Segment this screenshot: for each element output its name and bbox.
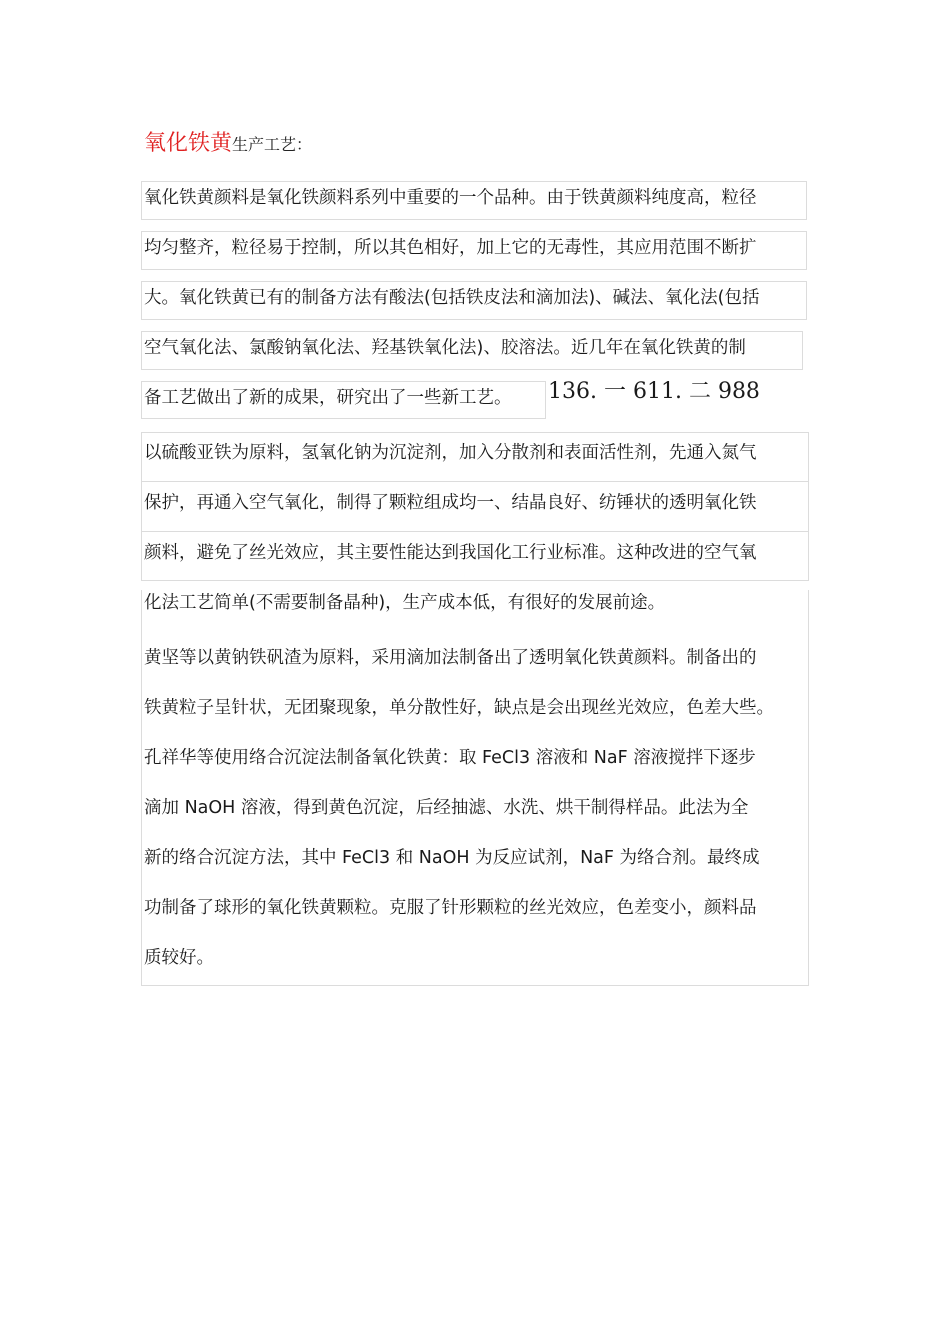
text-frame bbox=[141, 481, 809, 482]
paragraph-1-line: 空气氧化法、氯酸钠氧化法、羟基铁氧化法)、胶溶法。近几年在氧化铁黄的制 bbox=[144, 338, 746, 358]
paragraph-2-line: 保护，再通入空气氧化，制得了颗粒组成均一、结晶良好、纺锤状的透明氧化铁 bbox=[144, 493, 757, 513]
paragraph-1-line: 均匀整齐，粒径易于控制，所以其色相好，加上它的无毒性，其应用范围不断扩 bbox=[144, 238, 757, 258]
heading-title-red: 氧化铁黄 bbox=[144, 131, 233, 156]
heading-title-suffix: 生产工艺： bbox=[232, 135, 313, 154]
phone-number: 136. 一 611. 二 988 bbox=[548, 379, 760, 404]
paragraph-1-line: 氧化铁黄颜料是氧化铁颜料系列中重要的一个品种。由于铁黄颜料纯度高，粒径 bbox=[144, 188, 757, 208]
paragraph-3-line: 孔祥华等使用络合沉淀法制备氧化铁黄：取 FeCl3 溶液和 NaF 溶液搅拌下逐步 bbox=[144, 748, 756, 768]
paragraph-3-line: 滴加 NaOH 溶液，得到黄色沉淀，后经抽滤、水洗、烘干制得样品。此法为全 bbox=[144, 798, 749, 818]
text-frame bbox=[141, 531, 809, 532]
paragraph-3-line: 铁黄粒子呈针状，无团聚现象，单分散性好，缺点是会出现丝光效应，色差大些。 bbox=[144, 698, 774, 718]
paragraph-3-line: 质较好。 bbox=[144, 948, 214, 968]
paragraph-1-line: 大。氧化铁黄已有的制备方法有酸法(包括铁皮法和滴加法)、碱法、氧化法(包括 bbox=[144, 288, 760, 308]
paragraph-3-line: 功制备了球形的氧化铁黄颗粒。克服了针形颗粒的丝光效应，色差变小，颜料品 bbox=[144, 898, 757, 918]
paragraph-1-line: 备工艺做出了新的成果，研究出了一些新工艺。 bbox=[144, 388, 512, 408]
paragraph-2-line: 化法工艺简单(不需要制备晶种)，生产成本低，有很好的发展前途。 bbox=[144, 593, 666, 613]
paragraph-3-line: 新的络合沉淀方法，其中 FeCl3 和 NaOH 为反应试剂，NaF 为络合剂。最终成 bbox=[144, 848, 760, 868]
paragraph-3-line: 黄坚等以黄钠铁矾渣为原料，采用滴加法制备出了透明氧化铁黄颜料。制备出的 bbox=[144, 648, 757, 668]
paragraph-2-line: 以硫酸亚铁为原料，氢氧化钠为沉淀剂，加入分散剂和表面活性剂，先通入氮气 bbox=[144, 443, 757, 463]
paragraph-2-line: 颜料，避免了丝光效应，其主要性能达到我国化工行业标准。这种改进的空气氧 bbox=[144, 543, 757, 563]
document-heading bbox=[144, 126, 312, 157]
